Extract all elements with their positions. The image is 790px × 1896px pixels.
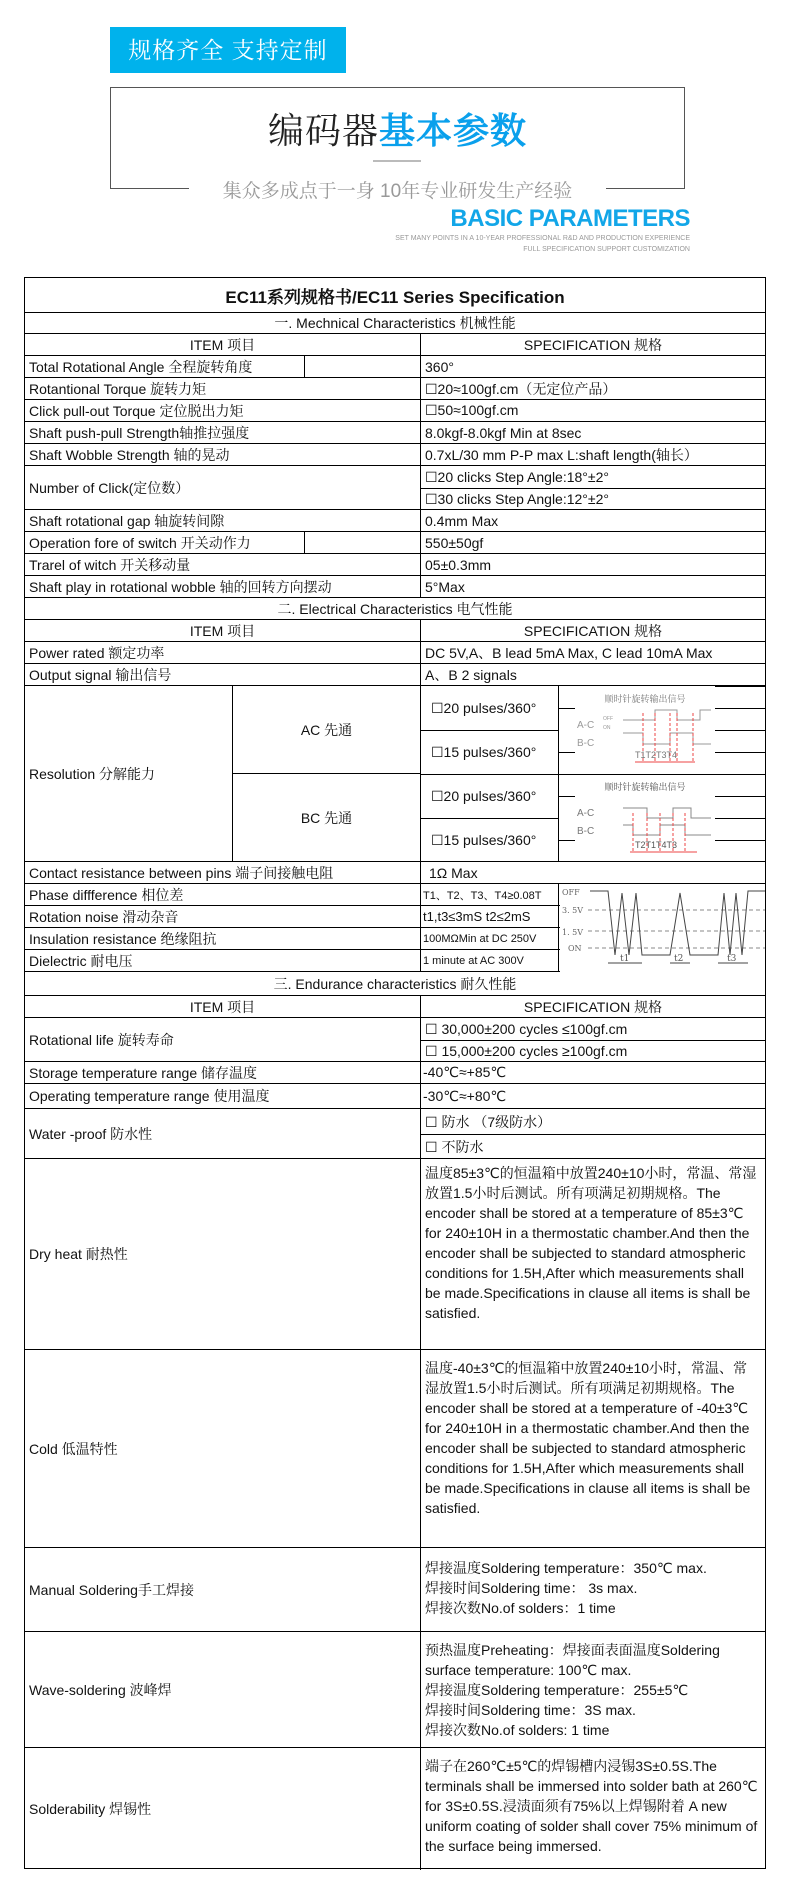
ac-first-cell: AC 先通 [232, 686, 420, 774]
spec-cell [420, 1548, 765, 1631]
table-row [25, 378, 765, 400]
diagram-label: ON [568, 944, 582, 953]
spec-cell: 1Ω Max [420, 862, 765, 883]
spec-cell: ☐15 pulses/360° [420, 818, 559, 862]
item-cell: Operation fore of switch 开关动作力 [25, 532, 305, 553]
table-row [25, 554, 765, 576]
spec-cell: t1,t3≤3mS t2≤2mS [420, 906, 559, 927]
item-cell: Storage temperature range 储存温度 [29, 1064, 257, 1081]
spec-line: 焊接温度Soldering temperature：350℃ max. [425, 1560, 707, 1576]
item-cell: Number of Click(定位数） [29, 479, 190, 496]
spec-header: SPECIFICATION 规格 [420, 996, 765, 1017]
item-cell: Wave-soldering 波峰焊 [29, 1681, 172, 1698]
table-row [25, 400, 765, 422]
table-row [25, 356, 765, 378]
english-title: BASIC PARAMETERS [450, 205, 690, 232]
spec-cell: ☐ 不防水 [420, 1134, 765, 1159]
spec-cell: 端子在260℃±5℃的焊锡槽内浸锡3S±0.5S.The terminals shall be immersed into solder bath at 260℃ for 3S±0.5S.浸渍面须有75%以上焊锡附着 A new uniform coating of solder shall cover 75% minimum of the surface being immersed. [420, 1748, 765, 1870]
waveform-diagram [575, 688, 715, 860]
spec-line: 焊接时间Soldering time：3S max. [425, 1702, 636, 1718]
spec-line: 焊接次数No.of solders: 1 time [425, 1722, 610, 1738]
spec-line: 焊接次数No.of solders：1 time [425, 1600, 616, 1616]
table-row [25, 1350, 765, 1548]
diagram-label: T2T1T4T3 [635, 840, 678, 850]
item-cell: Cold 低温特性 [29, 1440, 118, 1457]
table-row [25, 510, 765, 532]
table-row [25, 642, 765, 664]
title-plain: 编码器 [267, 110, 379, 151]
spec-line: 预热温度Preheating：焊接面表面温度Soldering surface temperature: 100℃ max. [425, 1642, 720, 1678]
spec-cell: 0.4mm Max [420, 510, 765, 531]
table-row [25, 466, 765, 510]
table-row [25, 1548, 765, 1632]
column-header-row [25, 334, 765, 356]
table-row [25, 532, 765, 554]
english-tagline-2: FULL SPECIFICATION SUPPORT CUSTOMIZATION [523, 246, 690, 253]
item-cell: Solderability 焊锡性 [29, 1801, 152, 1817]
table-row [25, 576, 765, 598]
bc-first-cell: BC 先通 [232, 774, 420, 862]
title-underline [373, 160, 421, 162]
table-row [25, 444, 765, 466]
diagram-label: A-C [577, 808, 595, 819]
diagram-title: 顺时针旋转输出信号 [604, 694, 686, 704]
diagram-title: 顺时针旋转输出信号 [604, 782, 686, 792]
english-tagline-1: SET MANY POINTS IN A 10-YEAR PROFESSIONAL R&D AND PRODUCTION EXPERIENCE [395, 235, 690, 242]
spec-cell: ☐ 30,000±200 cycles ≤100gf.cm [420, 1018, 765, 1040]
section-title: 一. Mechnical Characteristics 机械性能 [274, 315, 516, 331]
spec-cell: 0.7xL/30 mm P-P max L:shaft length(轴长） [420, 444, 765, 465]
table-title: EC11系列规格书/EC11 Series Specification [225, 287, 565, 307]
diagram-label: B-C [577, 826, 595, 837]
diagram-label: T1T2T3T4 [635, 750, 678, 760]
table-row [25, 1109, 765, 1159]
item-cell: Rotational life 旋转寿命 [29, 1031, 174, 1048]
table-row [25, 1159, 765, 1350]
item-cell: Trarel of witch 开关移动量 [29, 556, 191, 573]
item-cell: Insulation resistance 绝缘阻抗 [29, 930, 217, 947]
item-cell: Shaft push-pull Strength轴推拉强度 [29, 424, 250, 441]
spec-cell: ☐ 15,000±200 cycles ≥100gf.cm [420, 1040, 765, 1062]
spec-line: 焊接温度Soldering temperature：255±5℃ [425, 1682, 689, 1698]
table-row [25, 1018, 765, 1062]
spec-cell: 550±50gf [420, 532, 765, 553]
title-highlight: 基本参数 [379, 110, 528, 151]
item-cell: Rotantional Torque 旋转力矩 [29, 380, 207, 397]
spec-cell: DC 5V,A、B lead 5mA Max, C lead 10mA Max [420, 642, 765, 663]
item-cell: Dielectric 耐电压 [29, 952, 133, 969]
item-cell: Shaft play in rotational wobble 轴的回转方向摆动 [29, 578, 332, 595]
item-cell: Contact resistance between pins 端子间接触电阻 [29, 864, 334, 881]
item-cell: Shaft Wobble Strength 轴的晃动 [29, 446, 230, 463]
table-row [25, 862, 765, 884]
diagram-label: 3. 5V [562, 906, 584, 915]
spec-cell: 1 minute at AC 300V [420, 950, 559, 971]
diagram-label: ON [603, 725, 611, 731]
noise-diagram [560, 885, 765, 972]
section-title: 三. Endurance characteristics 耐久性能 [273, 975, 517, 992]
diagram-label: t3 [727, 954, 737, 964]
table-row [25, 422, 765, 444]
diagram-label: B-C [577, 738, 595, 749]
spec-table [24, 277, 766, 1869]
spec-cell: 温度85±3℃的恒温箱中放置240±10小时，常温、常湿放置1.5小时后测试。所有项满足初期规格。The encoder shall be stored at a temperature of 85±3℃ for 240±10H in a thermostatic chamber.And then the encoder shall be subjected to standard atmospheric conditions for 1.5H,After which measurements shall be made.Specifications in clause all items is shall be satisfied. [420, 1159, 765, 1349]
diagram-label: t1 [620, 954, 630, 964]
spec-cell: 8.0kgf-8.0kgf Min at 8sec [420, 422, 765, 443]
column-header-row [25, 996, 765, 1018]
spec-cell: -30℃≈+80℃ [420, 1084, 765, 1108]
spec-cell: ☐30 clicks Step Angle:12°±2° [420, 488, 765, 510]
spec-cell: ☐20 pulses/360° [420, 686, 559, 730]
section-title: 二. Electrical Characteristics 电气性能 [277, 600, 513, 617]
item-cell: Power rated 额定功率 [29, 644, 165, 661]
item-cell: Dry heat 耐热性 [29, 1246, 128, 1262]
table-row [25, 1748, 765, 1870]
spec-cell: 100MΩMin at DC 250V [420, 928, 559, 949]
spec-cell: ☐20 clicks Step Angle:18°±2° [420, 466, 765, 488]
column-header-row [25, 620, 765, 642]
diagram-label: OFF [603, 716, 613, 722]
spec-cell: 温度-40±3℃的恒温箱中放置240±10小时，常温、常湿放置1.5小时后测试。所有项满足初期规格。The encoder shall be stored at a temperature of -40±3℃ for 240±10H in a thermostatic chamber.And then the encoder shall be subjected to standard atmospheric conditions for 1.5H,After which measurements shall be made.Specifications in clause all items is shall be satisfied. [420, 1350, 765, 1547]
spec-cell: A、B 2 signals [420, 664, 765, 685]
subtitle: 集众多成点于一身 10年专业研发生产经验 [222, 181, 573, 202]
spec-cell: 05±0.3mm [420, 554, 765, 575]
spec-cell [420, 1632, 765, 1747]
diagram-label: OFF [562, 888, 580, 897]
page-title [110, 103, 685, 154]
resolution-row [25, 686, 765, 862]
section-header [25, 598, 765, 620]
item-header: ITEM 项目 [189, 336, 256, 353]
item-cell: Total Rotational Angle 全程旋转角度 [25, 356, 305, 377]
spec-cell: 5°Max [420, 576, 765, 597]
item-header: ITEM 项目 [189, 622, 256, 639]
item-cell: Water -proof 防水性 [29, 1125, 153, 1142]
item-cell: Phase diffference 相位差 [29, 886, 184, 903]
item-cell: Manual Soldering手工焊接 [29, 1581, 194, 1598]
table-title-row [25, 278, 765, 313]
item-cell: Shaft rotational gap 轴旋转间隙 [29, 512, 225, 529]
spec-cell: -40℃≈+85℃ [420, 1062, 765, 1083]
table-row [25, 664, 765, 686]
spec-line: 焊接时间Soldering time： 3s max. [425, 1580, 638, 1596]
section-header [25, 972, 765, 996]
spec-header: SPECIFICATION 规格 [420, 620, 765, 641]
diagram-label: A-C [577, 720, 595, 731]
spec-cell: ☐15 pulses/360° [420, 730, 559, 774]
spec-cell: ☐20 pulses/360° [420, 774, 559, 818]
item-cell: Resolution 分解能力 [29, 765, 156, 782]
spec-cell: 360° [420, 356, 765, 377]
item-cell: Click pull-out Torque 定位脱出力矩 [29, 402, 244, 419]
item-cell: Output signal 输出信号 [29, 666, 172, 683]
item-header: ITEM 项目 [189, 998, 256, 1015]
diagram-label: t2 [674, 954, 684, 964]
spec-cell: ☐50≈100gf.cm [420, 400, 765, 421]
diagram-label: 1. 5V [562, 928, 584, 937]
table-row [25, 1084, 765, 1109]
spec-cell: ☐ 防水 （7级防水） [420, 1109, 765, 1134]
spec-cell: T1、T2、T3、T4≥0.08T [420, 884, 559, 905]
table-row [25, 1632, 765, 1748]
item-cell: Operating temperature range 使用温度 [29, 1088, 270, 1104]
item-cell: Rotation noise 滑动杂音 [29, 908, 179, 925]
spec-header: SPECIFICATION 规格 [420, 334, 765, 355]
spec-cell: ☐20≈100gf.cm（无定位产品） [420, 378, 765, 399]
section-header [25, 313, 765, 334]
table-row [25, 1062, 765, 1084]
feature-badge: 规格齐全 支持定制 [110, 27, 346, 73]
